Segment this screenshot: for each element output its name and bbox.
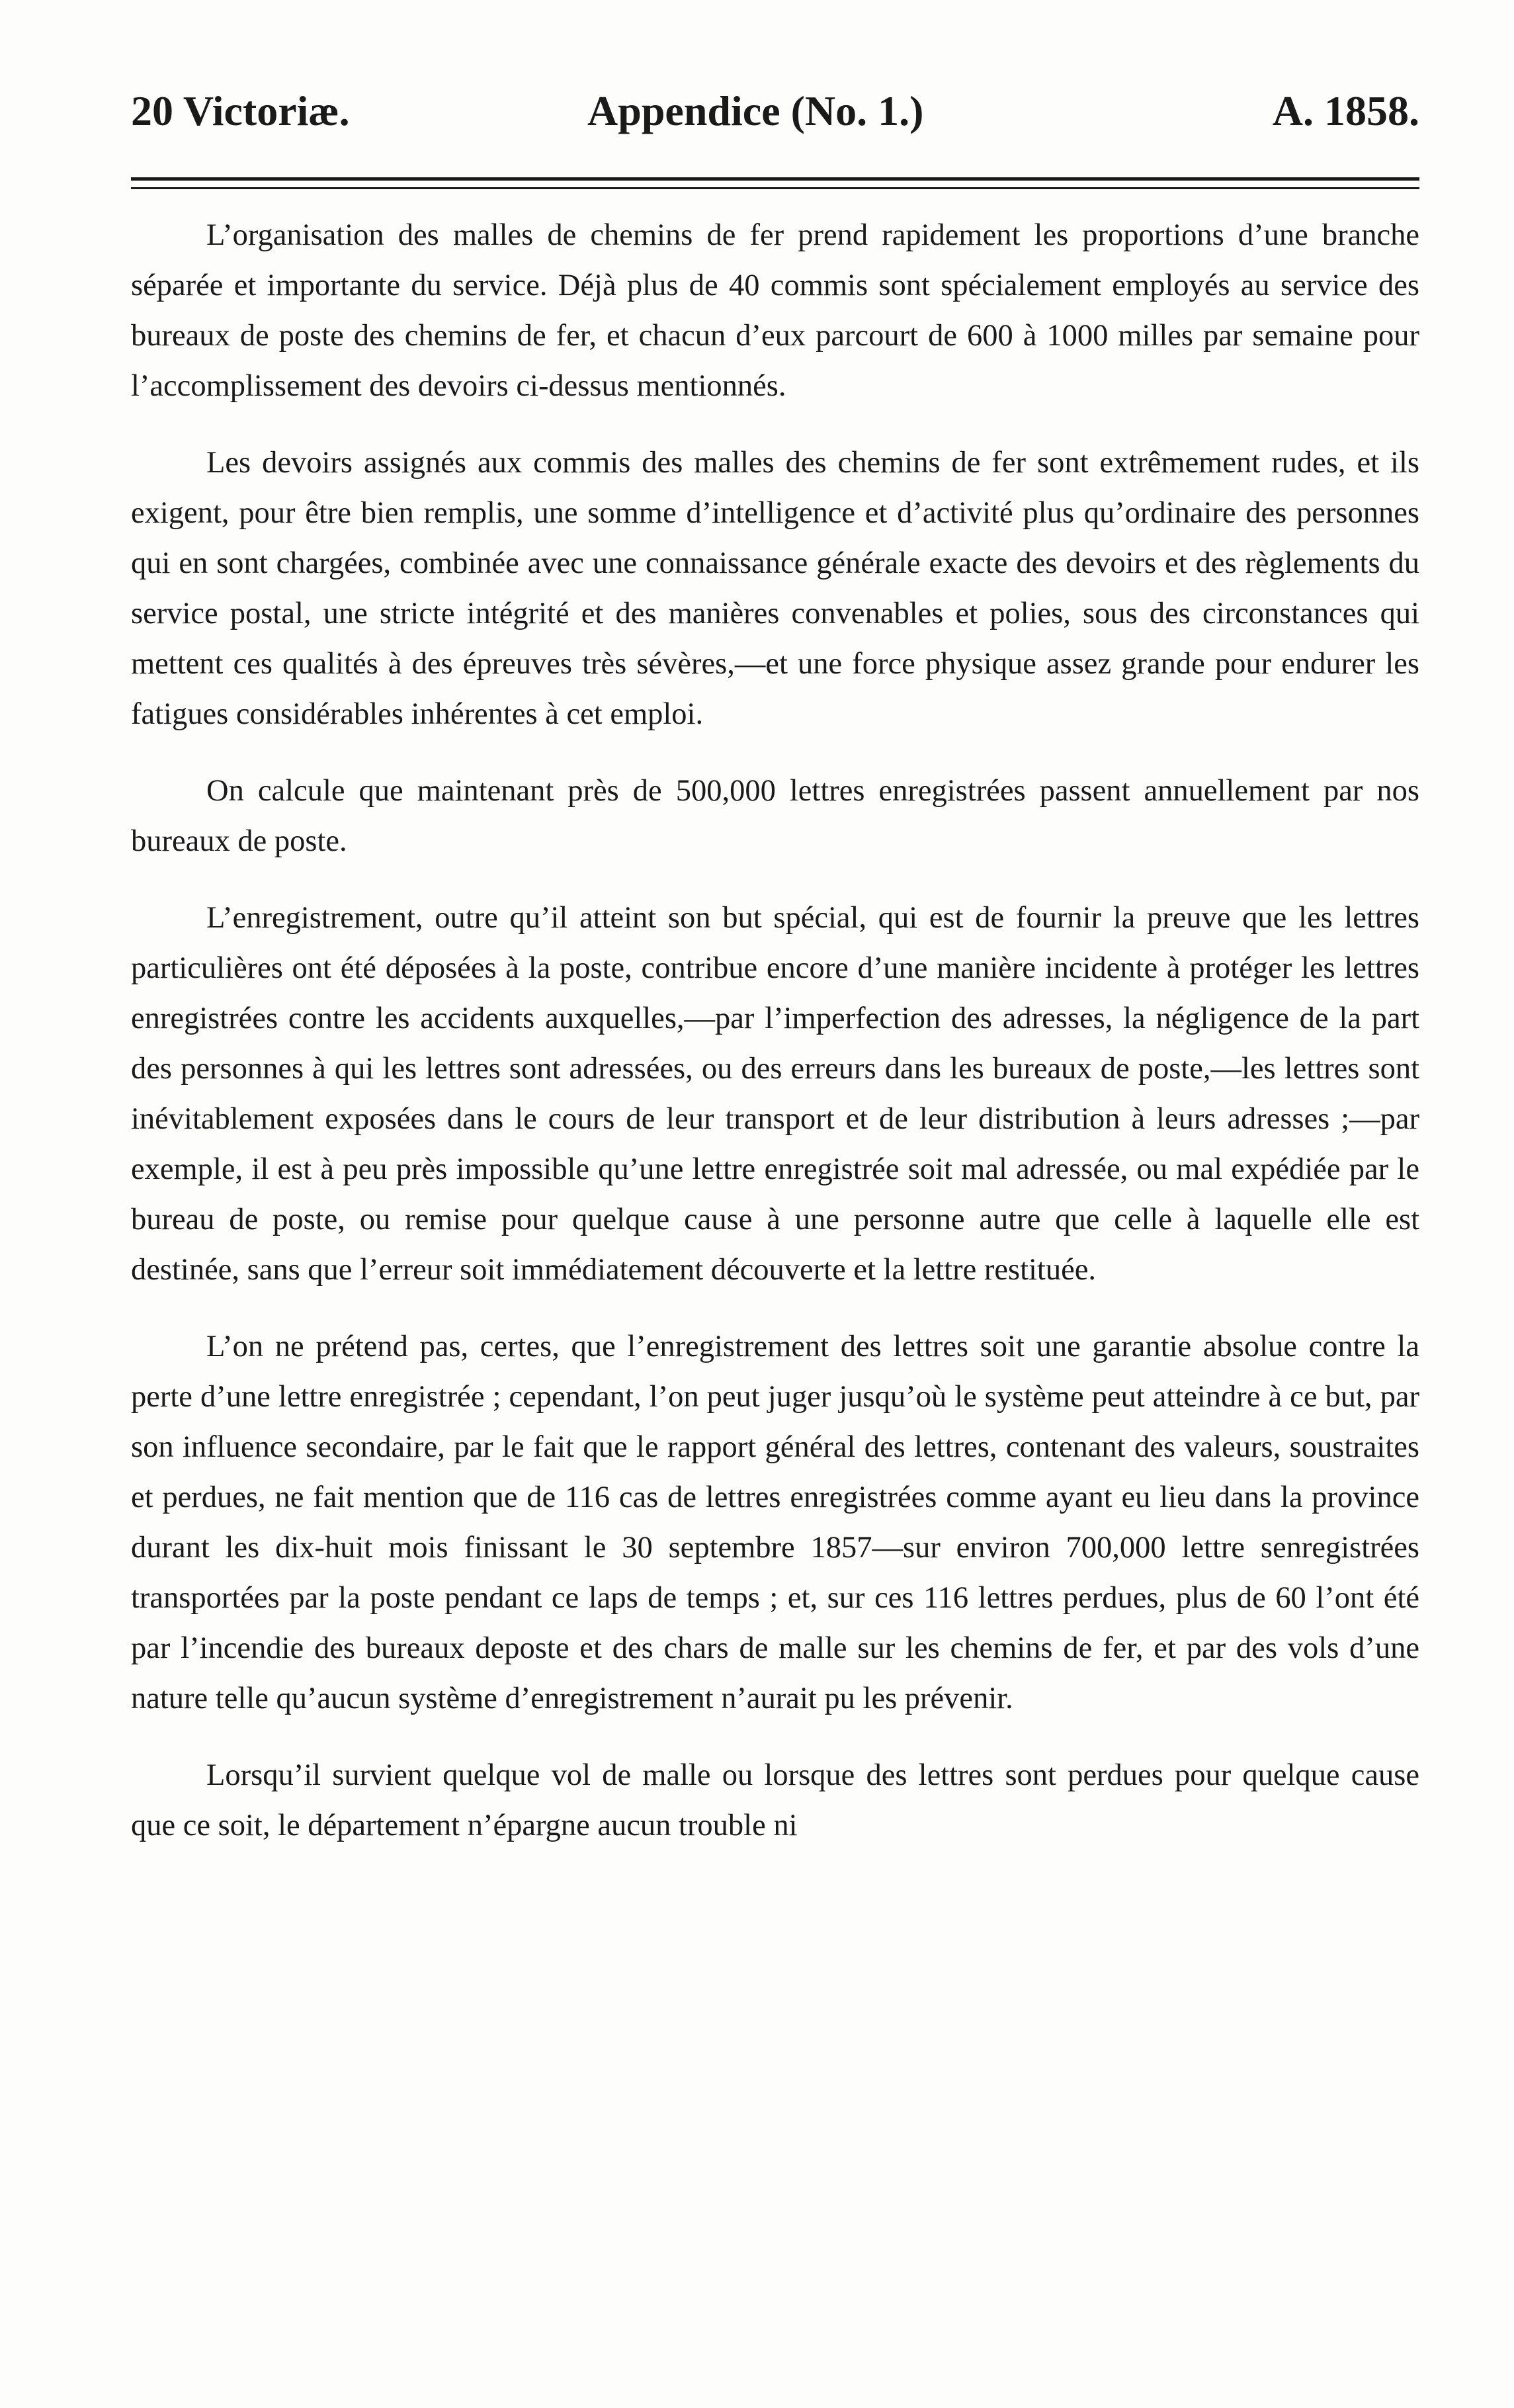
running-header xyxy=(131,78,1419,144)
paragraph-mail-robbery: Lorsqu’il survient quelque vol de malle ou lorsque des lettres sont perdues pour quelque cause que ce soit, le département n’épargne aucun trouble ni xyxy=(131,1758,1419,1842)
paragraph-registration-benefits: L’enregistrement, outre qu’il atteint son but spécial, qui est de fournir la preuve que les lettres particulières ont été déposées à la poste, contribue encore d’une manière incidente à protéger les lettres enregistrées contre les accidents auxquelles,—par l’imperfection des adresses, la négligence de la part des personnes à qui les lettres sont adressées, ou des erreurs dans les bureaux de poste,—les lettres sont inévitablement exposées dans le cours de leur transport et de leur distribution à leurs adresses ;—par exemple, il est à peu près impossible qu’une lettre enregistrée soit mal adressée, ou mal expédiée par le bureau de poste, ou remise pour quelque cause à une personne autre que celle à laquelle elle est destinée, sans que l’erreur soit immédiatement découverte et la lettre restituée. xyxy=(131,901,1419,1287)
header-rule-thin xyxy=(131,187,1419,189)
header-session: 20 Victoriæ. xyxy=(131,87,350,134)
body-text xyxy=(131,210,1419,1877)
paragraph-railway-mails: L’organisation des malles de chemins de fer prend rapidement les proportions d’une branche séparée et importante du service. Déjà plus de 40 commis sont spécialement employés au service des bureaux de poste des chemins de fer, et chacun d’eux parcourt de 600 à 1000 milles par semaine pour l’accomplissement des devoirs ci-dessus mentionnés. xyxy=(131,218,1419,403)
paragraph-registered-count: On calcule que maintenant près de 500,000 lettres enregistrées passent annuellement par nos bureaux de poste. xyxy=(131,774,1419,858)
paragraph-registration-guarantee: L’on ne prétend pas, certes, que l’enregistrement des lettres soit une garantie absolue contre la perte d’une lettre enregistrée ; cependant, l’on peut juger jusqu’où le système peut atteindre à ce but, par son influence secondaire, par le fait que le rapport général des lettres, contenant des valeurs, soustraites et perdues, ne fait mention que de 116 cas de lettres enregistrées comme ayant eu lieu dans la province durant les dix-huit mois finissant le 30 septembre 1857—sur environ 700,000 lettre senregistrées transportées par la poste pendant ce laps de temps ; et, sur ces 116 lettres perdues, plus de 60 l’ont été par l’incendie des bureaux deposte et des chars de malle sur les chemins de fer, et par des vols d’une nature telle qu’aucun système d’enregistrement n’aurait pu les prévenir. xyxy=(131,1330,1419,1715)
paragraph-clerk-duties: Les devoirs assignés aux commis des malles des chemins de fer sont extrêmement rudes, et ils exigent, pour être bien remplis, une somme d’intelligence et d’activité plus qu’ordinaire des personnes qui en sont chargées, combinée avec une connaissance générale exacte des devoirs et des règlements du service postal, une stricte intégrité et des manières convenables et polies, sous des circonstances qui mettent ces qualités à des épreuves très sévères,—et une force physique assez grande pour endurer les fatigues considérables inhérentes à cet emploi. xyxy=(131,446,1419,731)
header-appendix: Appendice (No. 1.) xyxy=(587,87,924,134)
header-rule-thick xyxy=(131,177,1419,181)
header-year: A. 1858. xyxy=(1272,87,1419,134)
